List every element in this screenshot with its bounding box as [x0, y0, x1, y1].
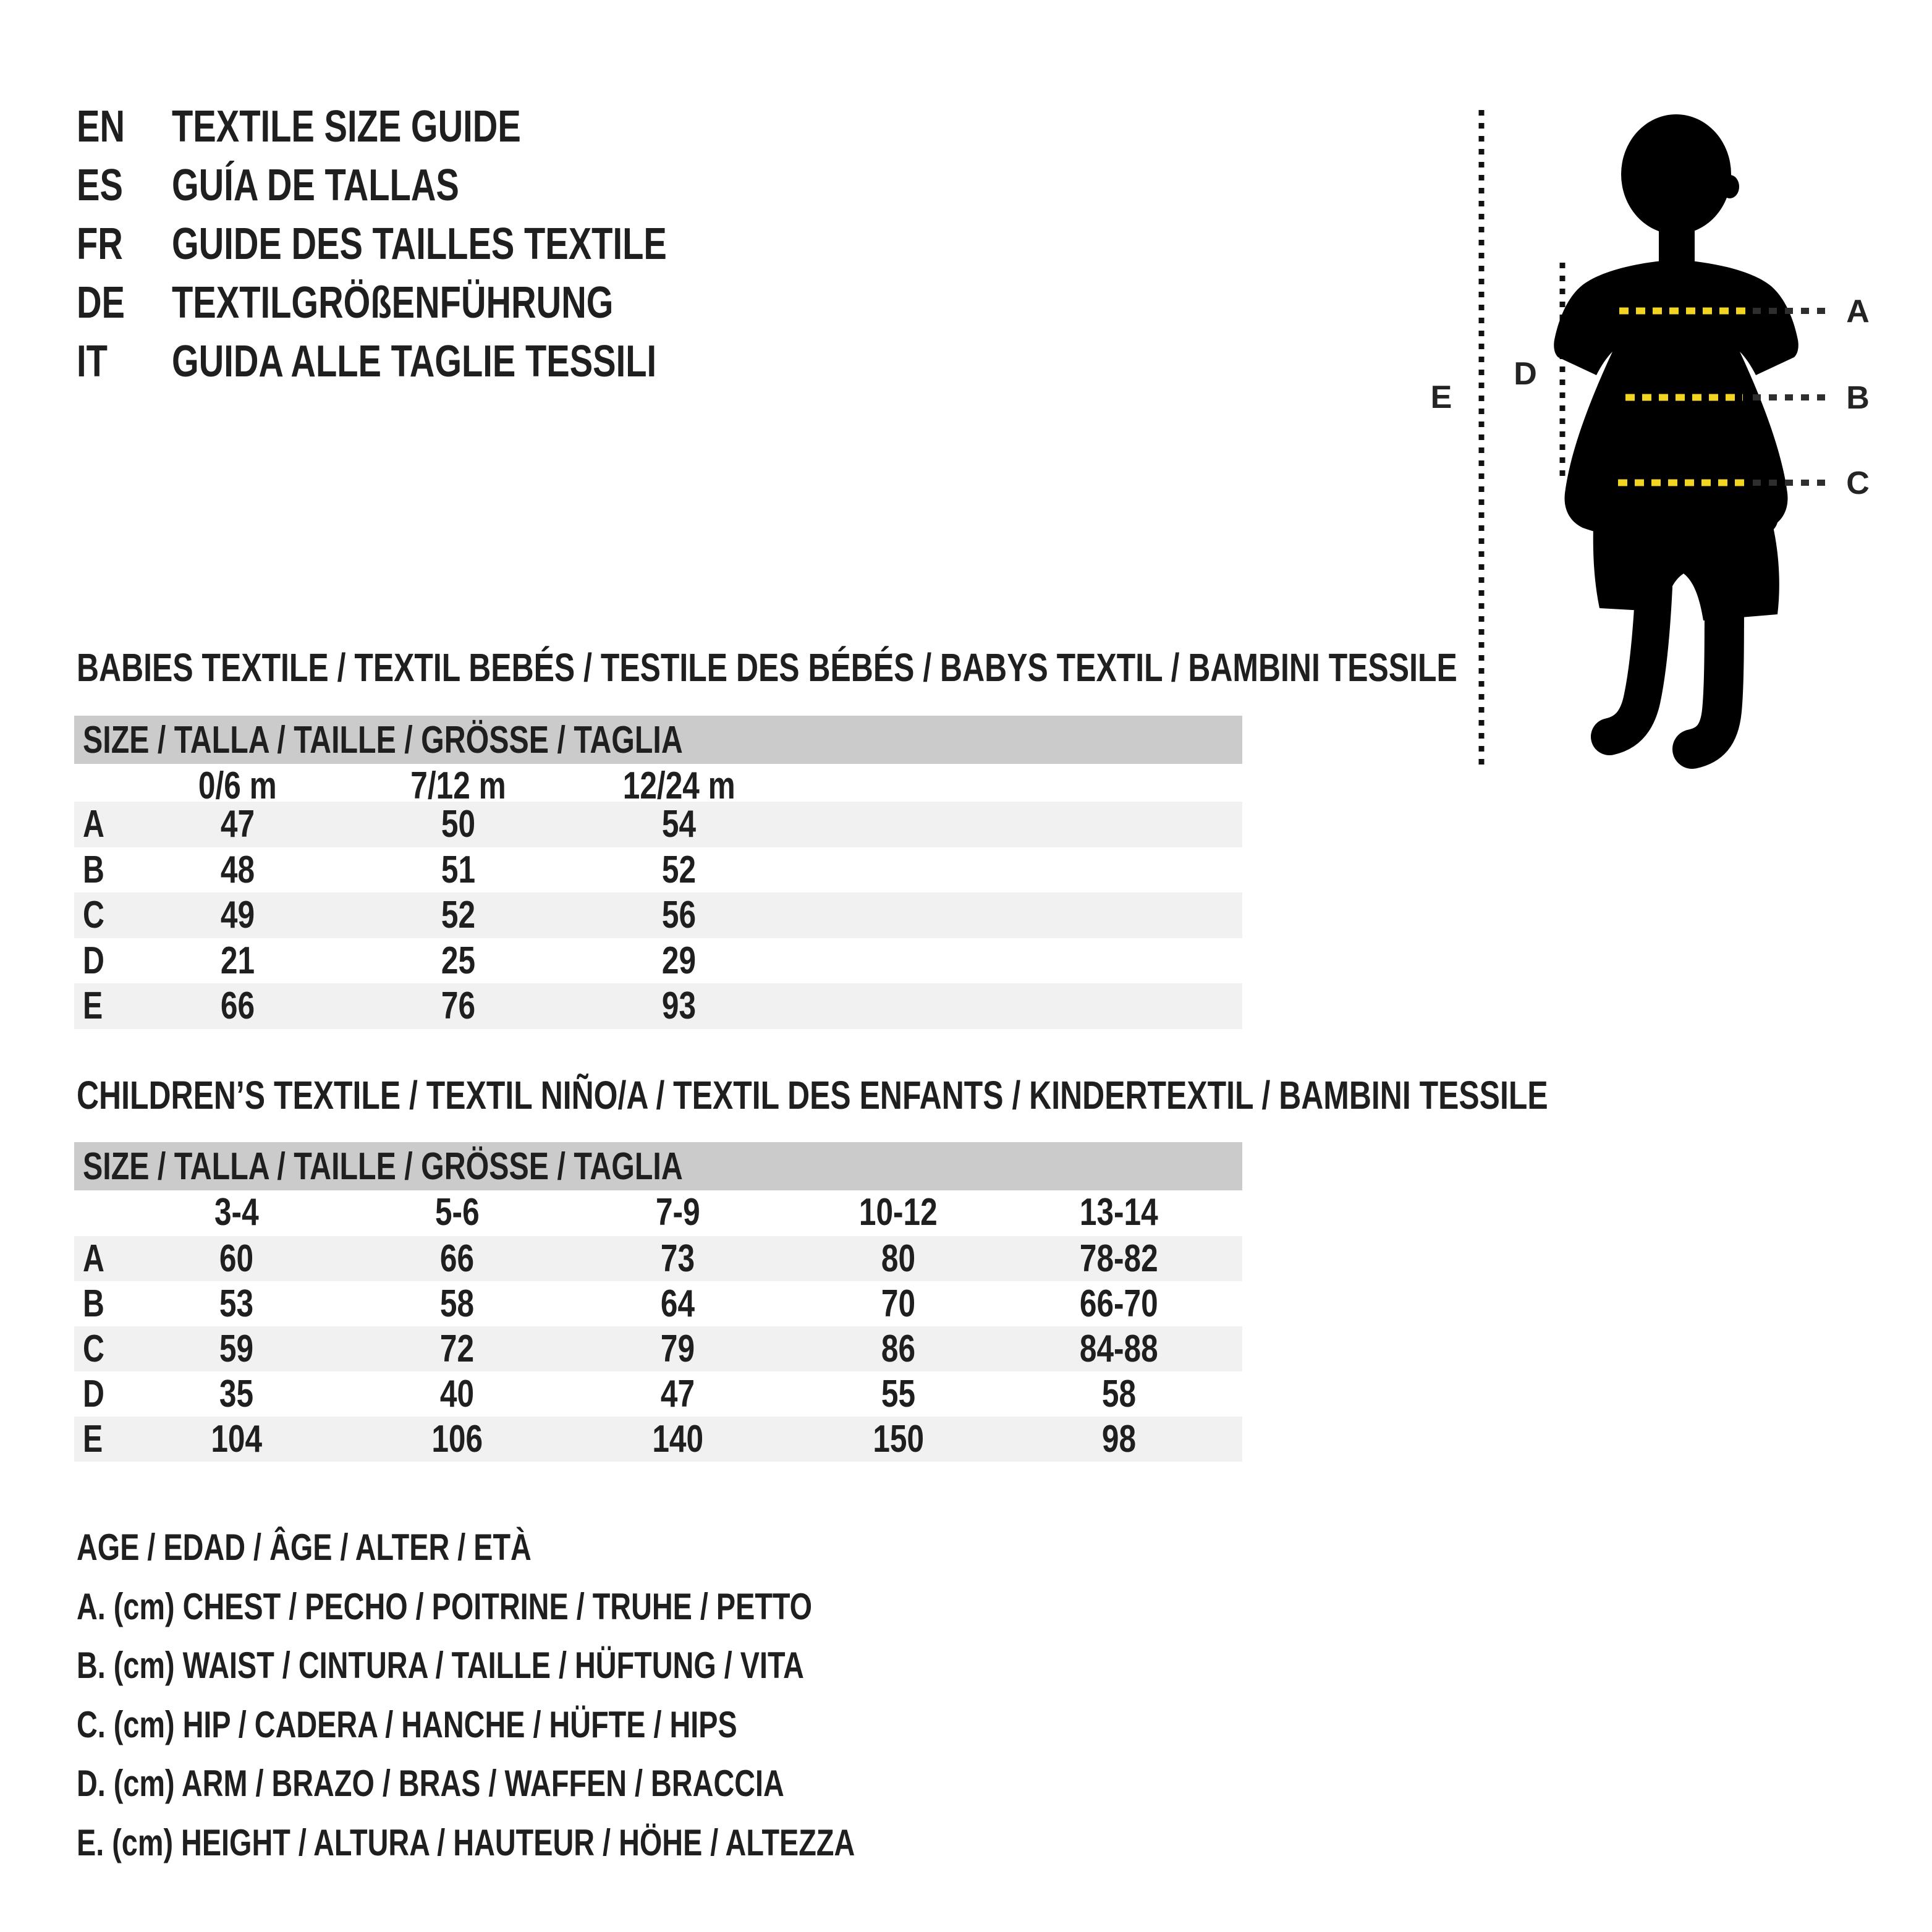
cell: 49 — [220, 894, 255, 937]
cell: 53 — [219, 1282, 254, 1325]
table-row — [74, 1326, 1242, 1371]
lang-code: DE — [77, 278, 125, 328]
row-label: C — [83, 894, 104, 937]
label-c-hip: C — [1846, 465, 1870, 501]
cell: 56 — [661, 894, 697, 937]
row-label: A — [83, 803, 104, 846]
label-a-chest: A — [1846, 294, 1870, 329]
cell: 80 — [881, 1237, 916, 1280]
babies-section-title: BABIES TEXTILE / TEXTIL BEBÉS / TESTILE DES BÉBÉS / BABYS TEXTIL / BAMBINI TESSILE — [77, 645, 1457, 690]
lang-row-fr — [77, 214, 807, 273]
babies-size-table — [74, 764, 1242, 1029]
table-row — [74, 938, 1242, 984]
lang-row-it — [77, 332, 807, 391]
cell: 58 — [1101, 1373, 1137, 1415]
cell: 66-70 — [1080, 1282, 1158, 1325]
lang-row-es — [77, 156, 807, 214]
row-label: E — [83, 985, 103, 1028]
lang-row-en — [77, 97, 807, 156]
cell: 150 — [873, 1418, 924, 1460]
children-col-header: 5-6 — [434, 1191, 480, 1234]
children-col-header: 13-14 — [1080, 1191, 1158, 1234]
guide-title-fr: GUIDE DES TAILLES TEXTILE — [172, 219, 667, 269]
row-label: D — [83, 1373, 104, 1415]
children-col-header: 10-12 — [859, 1191, 938, 1234]
cell: 47 — [220, 803, 255, 846]
table-row — [74, 1371, 1242, 1417]
row-label: D — [83, 939, 104, 982]
cell: 140 — [652, 1418, 703, 1460]
cell: 104 — [211, 1418, 262, 1460]
guide-title-es: GUÍA DE TALLAS — [172, 160, 459, 210]
cell: 54 — [661, 803, 697, 846]
cell: 70 — [881, 1282, 916, 1325]
cell: 48 — [220, 848, 255, 891]
cell: 66 — [439, 1237, 475, 1280]
babies-col-header: 7/12 m — [410, 765, 506, 807]
label-e-height: E — [1430, 379, 1452, 415]
row-label: B — [83, 1282, 104, 1325]
guide-title-it: GUIDA ALLE TAGLIE TESSILI — [172, 336, 657, 386]
babies-col-header: 0/6 m — [198, 765, 277, 807]
children-size-header-bar: SIZE / TALLA / TAILLE / GRÖSSE / TAGLIA — [74, 1142, 1242, 1190]
row-label: E — [83, 1418, 103, 1460]
cell: 47 — [660, 1373, 695, 1415]
cell: 76 — [441, 985, 476, 1028]
row-label: A — [83, 1237, 104, 1280]
measurement-legend — [77, 1518, 1074, 1872]
cell: 73 — [660, 1237, 695, 1280]
silhouette-shorts — [1593, 524, 1779, 621]
label-d-arm: D — [1514, 356, 1537, 392]
cell: 51 — [441, 848, 476, 891]
table-row — [74, 1281, 1242, 1326]
cell: 29 — [661, 939, 697, 982]
children-col-header: 7-9 — [655, 1191, 700, 1234]
lang-row-de — [77, 273, 807, 332]
cell: 55 — [881, 1373, 916, 1415]
cell: 93 — [661, 985, 697, 1028]
cell: 86 — [881, 1328, 916, 1370]
children-column-header-row — [74, 1188, 1242, 1236]
table-row — [74, 1236, 1242, 1281]
children-section-title: CHILDREN’S TEXTILE / TEXTIL NIÑO/A / TEXTIL DES ENFANTS / KINDERTEXTIL / BAMBINI TESSILE — [77, 1073, 1548, 1117]
cell: 40 — [439, 1373, 475, 1415]
cell: 72 — [439, 1328, 475, 1370]
label-b-waist: B — [1846, 380, 1870, 416]
table-row — [74, 983, 1242, 1029]
cell: 84-88 — [1080, 1328, 1158, 1370]
lang-code: EN — [77, 101, 125, 151]
legend-hip: C. (cm) HIP / CADERA / HANCHE / HÜFTE / HIPS — [77, 1703, 737, 1745]
cell: 64 — [660, 1282, 695, 1325]
row-label: C — [83, 1328, 104, 1370]
legend-arm: D. (cm) ARM / BRAZO / BRAS / WAFFEN / BRACCIA — [77, 1763, 784, 1805]
cell: 35 — [219, 1373, 254, 1415]
silhouette-ear — [1721, 175, 1739, 198]
legend-waist: B. (cm) WAIST / CINTURA / TAILLE / HÜFTUNG / VITA — [77, 1645, 804, 1687]
cell: 50 — [441, 803, 476, 846]
cell: 79 — [660, 1328, 695, 1370]
legend-height: E. (cm) HEIGHT / ALTURA / HAUTEUR / HÖHE / ALTEZZA — [77, 1821, 855, 1863]
cell: 98 — [1101, 1418, 1137, 1460]
table-row — [74, 802, 1242, 847]
cell: 21 — [220, 939, 255, 982]
legend-age: AGE / EDAD / ÂGE / ALTER / ETÀ — [77, 1527, 532, 1569]
silhouette-left-hand — [1596, 498, 1625, 528]
legend-chest: A. (cm) CHEST / PECHO / POITRINE / TRUHE / PETTO — [77, 1585, 813, 1627]
cell: 25 — [441, 939, 476, 982]
lang-code: IT — [77, 336, 108, 386]
cell: 58 — [439, 1282, 475, 1325]
cell: 59 — [219, 1328, 254, 1370]
cell: 60 — [219, 1237, 254, 1280]
cell: 78-82 — [1080, 1237, 1158, 1280]
children-col-header: 3-4 — [214, 1191, 259, 1234]
cell: 52 — [441, 894, 476, 937]
lang-code: FR — [77, 219, 123, 269]
children-size-table — [74, 1188, 1242, 1462]
table-row — [74, 1417, 1242, 1462]
language-title-list — [77, 97, 807, 391]
table-row — [74, 892, 1242, 938]
babies-col-header: 12/24 m — [622, 765, 735, 807]
row-label: B — [83, 848, 104, 891]
silhouette-head — [1621, 114, 1731, 234]
guide-title-de: TEXTILGRÖßENFÜHRUNG — [172, 278, 614, 328]
cell: 52 — [661, 848, 697, 891]
lang-code: ES — [77, 160, 123, 210]
guide-title-en: TEXTILE SIZE GUIDE — [172, 101, 521, 151]
table-row — [74, 847, 1242, 893]
cell: 66 — [220, 985, 255, 1028]
babies-column-header-row — [74, 764, 1242, 807]
babies-size-header-bar: SIZE / TALLA / TAILLE / GRÖSSE / TAGLIA — [74, 716, 1242, 764]
cell: 106 — [431, 1418, 483, 1460]
